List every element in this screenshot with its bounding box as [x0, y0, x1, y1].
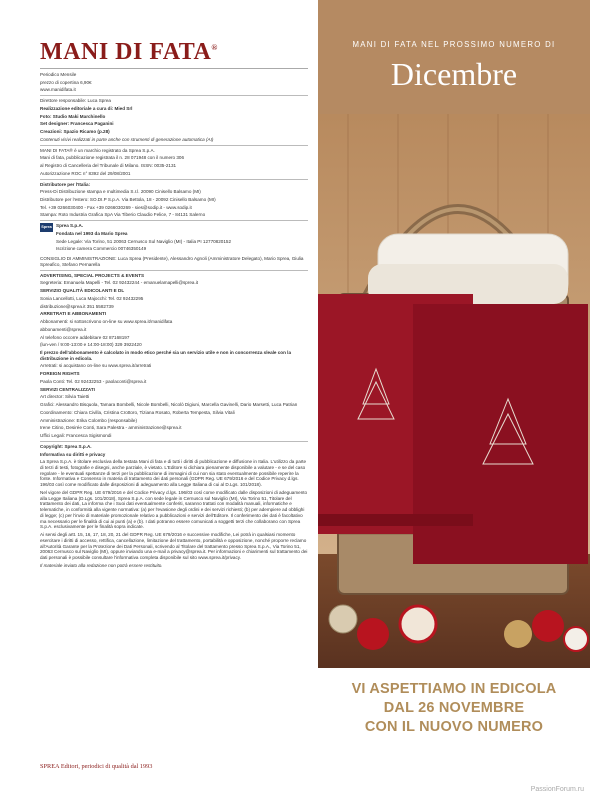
ornament-icon	[564, 627, 588, 651]
colophon-line: Set designer: Francesca Paganini	[40, 121, 114, 127]
divider	[40, 95, 308, 96]
colophon-line: Realizzazione editoriale a cura di: Mied Srl	[40, 105, 133, 111]
colophon-line: al Registro di Cancelleria del Tribunale di Milano. ISSN: 0035-2131	[40, 163, 177, 169]
contact-line: Amministrazione: Erika Colombo (responsabile)	[40, 417, 138, 423]
ornament-icon	[400, 606, 436, 642]
sprea-logo: Sprea	[40, 223, 53, 232]
section-heading: ADVERTISING, SPECIAL PROJECTS & EVENTS	[40, 272, 145, 278]
headline-line: DAL 26 NOVEMBRE	[383, 700, 525, 716]
divider	[40, 220, 308, 221]
colophon-line: Distributore per l'Italia:	[40, 181, 91, 187]
divider	[40, 441, 308, 442]
section-heading: SERVIZI CENTRALIZZATI	[40, 386, 95, 392]
colophon-text	[40, 72, 308, 568]
colophon-line: prezzo di copertina 6,90€	[40, 79, 92, 85]
ornament-icon	[504, 620, 532, 648]
divider	[40, 270, 308, 271]
section-heading: ARRETRATI E ABBONAMENTI	[40, 311, 107, 317]
contact-line: Al telefono occorre addebitare 02 87168197	[40, 334, 130, 340]
contact-line: Paola Conti: Tel. 02 92432253 - paolaconti@sprea.it	[40, 378, 147, 384]
publisher-line: Iscrizione camera Commercio 00746350149	[56, 246, 147, 252]
colophon-line: Press-Di Distribuzione stampa e multimedia S.r.l. 20090 Cinisello Balsamo (MI)	[40, 189, 201, 195]
colophon-line: Mani di fata, pubblicazione registrata il n. 28 071948 con il numero 306	[40, 155, 185, 161]
divider	[40, 145, 308, 146]
contact-line: abbonamenti@sprea.it	[40, 326, 87, 332]
legal-line: Copyright: Sprea S.p.A.	[40, 443, 92, 449]
contact-line: Grafici: Alessandro Bisquola, Tamara Bombelli, Nicole Bombelli, Nicolò Digiuni, Marcella Gavinelli, Dario Marsetti, Luca Patrian	[40, 402, 298, 408]
colophon-line: Foto: Studio Maki Marchinello	[40, 113, 106, 119]
colophon-line: Contenuti visivi realizzati in parte anche con strumenti di generazione automatica (AI)	[40, 136, 214, 142]
contact-line: Abbonamenti: si sottoscrivono on-line su www.sprea.it/manidifata	[40, 319, 173, 325]
ornament-icon	[532, 610, 564, 642]
legal-line: Informativa su diritti e privacy	[40, 451, 106, 457]
colophon-line: Direttore responsabile: Luca Sprea	[40, 98, 111, 104]
contact-line: Sonia Lancellotti, Luca Majocchi: Tel. 02 92432295	[40, 295, 144, 301]
on-sale-headline	[318, 680, 590, 737]
basket-with-towels-illustration	[318, 114, 590, 668]
contact-line: distribuzione@sprea.it 351 5582739	[40, 303, 114, 309]
next-issue-header	[318, 0, 590, 114]
publisher-line: Sprea S.p.A.	[56, 223, 84, 229]
publisher-line: Sede Legale: Via Torino, 51 20063 Cernusco Sul Naviglio (MI) - Italia PI 12770820152	[56, 238, 232, 244]
watermark: PassionForum.ru	[530, 786, 584, 793]
colophon-line: Autorizzazione ROC n° 8392 del 29/08/2001	[40, 170, 131, 176]
colophon-line: Distributore per l'estero: SO.DI.P S.p.A. Via Bettola, 18 - 20092 Cinisello Balsamo (MI)	[40, 197, 216, 203]
legal-paragraph: Nel vigore del GDPR Reg. UE 679/2016 e del Codice Privacy d.lgs. 196/03 così come modificato dalle disposizioni di adeguamento alla Legge Italiana (D.Lgs. 101/2018), Sprea S.p.A. con sede legale in Cernusco sul Naviglio (MI), Via Torino 51, Titolare del trattamento dei dati, La informa che i Suoi dati eventualmente conferiti, saranno trattati con modalità manuali, informatiche e telematiche, in conformità alla vigente normativa: (a) per l'evasione degli ordini e dei servizi richiesti; (b) per adempiere ad obblighi di legge; (c) per l'invio di materiale promozionale relativo a pubblicazioni e servizi dell'Editore. Il conferimento dei dati è facoltativo ma necessario per le finalità di cui ai punti (a) e (b). I dati potranno essere comunicati a soggetti terzi che collaborano con Sprea S.p.A. esclusivamente per le finalità sopra indicate.	[40, 489, 308, 530]
ornament-icon	[329, 605, 357, 633]
legal-paragraph: Ai sensi degli artt. 15, 16, 17, 18, 20, 21 del GDPR Reg. UE 679/2016 e successive modifiche, Lei potrà in qualsiasi momento esercitare i diritti di accesso, rettifica, cancellazione, limitazione del trattamento, portabilità e opposizione, nonché proporre reclamo all'Autorità Garante per la Protezione dei Dati Personali, scrivendo al Titolare del trattamento presso Sprea S.p.A., Via Torino 51, 20063 Cernusco sul Naviglio (MI), oppure inviando una e-mail a privacy@sprea.it. Per informazioni e chiarimenti sul trattamento dei dati personali è possibile consultare l'informativa completa disponibile sul sito www.sprea.it/privacy.	[40, 532, 308, 560]
section-heading: SERVIZIO QUALITÀ EDICOLANTI E DL	[40, 288, 125, 294]
next-issue-subtitle: MANI DI FATA NEL PROSSIMO NUMERO DI	[352, 40, 556, 49]
contact-line: Il prezzo dell'abbonamento è calcolato in modo etico perché sia un servizio utile e non in concorrenza sleale con la distribuzione in edicola.	[40, 349, 292, 361]
ornament-icon	[357, 618, 389, 650]
divider	[40, 179, 308, 180]
colophon-line: Creazioni: Spazio Ricamo (p.28)	[40, 129, 110, 135]
section-heading: FOREIGN RIGHTS	[40, 371, 80, 377]
publisher-footer: SPREA Editori, periodici di qualità dal 1993	[40, 763, 153, 770]
colophon-line: Tel. +39 0266030400 - Fax +39 0266030269 - sies@sodip.it - www.sodip.it	[40, 204, 192, 210]
legal-paragraph: Il materiale inviato alla redazione non potrà essere restituito.	[40, 562, 163, 568]
legal-paragraph: La Sprea S.p.A. è titolare esclusiva della testata Mani di fata e di tutti i diritti di pubblicazione e diffusione in Italia. L'utilizzo da parte di terzi di testi, fotografie e disegni, anche parziale, è vietato. L'Editore si dichiara pienamente disponibile a valutare - e se del caso regolare - le eventuali spettanze di terzi per la pubblicazione di immagini di cui non sia stato eventualmente possibile reperire la fonte. Informativa e Consenso in materia di trattamento dei dati personali (GDPR Reg. UE 679/2016 e del Codice Privacy d.lgs. 196/03 così come modificato dalle disposizioni di adeguamento alla Legge Italiana di cui al D.Lgs. 101/2018).	[40, 459, 307, 488]
publisher-block	[40, 223, 308, 254]
colophon-link[interactable]: www.manidifata.it	[40, 87, 76, 93]
masthead-logo: MANI DI FATA®	[40, 40, 308, 69]
contact-line: Uffici Legali: Francesca Sigismondi	[40, 433, 112, 439]
contact-line: Arretrati: si acquistano on-line su www.sprea.it/arretrati	[40, 363, 152, 369]
next-issue-month: Dicembre	[390, 56, 518, 92]
headline-line: CON IL NUOVO NUMERO	[364, 719, 544, 735]
contact-line: Art director: Silvia Taietti	[40, 394, 90, 400]
colophon-line: Periodico Mensile	[40, 72, 77, 77]
publisher-line: Fondata nel 1993 da Mario Sprea	[56, 230, 128, 236]
contact-line: (lun-ven / 9:00-13:00 e 14:00-18:00) 329 3922420	[40, 342, 142, 348]
contact-line: Irene Citino, Desirée Conti, Sara Palestra - amministrazione@sprea.it	[40, 425, 182, 431]
contact-line: Segreteria: Emanuela Mapelli - Tel. 02 92432244 - emanuelamapelli@sprea.it	[40, 280, 199, 286]
publisher-board: CONSIGLIO DI AMMINISTRAZIONE: Luca Sprea (Presidente), Alessandro Agnoli (Amministratore Delegato), Mario Sprea, Giulia Spreafico, Stefano Pernarella	[40, 256, 304, 267]
headline-line: VI ASPETTIAMO IN EDICOLA	[351, 681, 557, 697]
colophon-column	[40, 40, 308, 780]
colophon-line: MANI DI FATA® è un marchio registrato da Sprea S.p.A.	[40, 147, 155, 153]
cover-photo	[318, 114, 590, 668]
colophon-line: Stampa: Roto Industria Grafica SpA Via Tiberio Claudio Felice, 7 - 84131 Salerno	[40, 212, 206, 218]
contact-line: Coordinamento: Chiara Civilla, Cristina Crottoro, Tiziana Rosato, Roberta Tempesta, Silvia Vitali	[40, 409, 235, 415]
